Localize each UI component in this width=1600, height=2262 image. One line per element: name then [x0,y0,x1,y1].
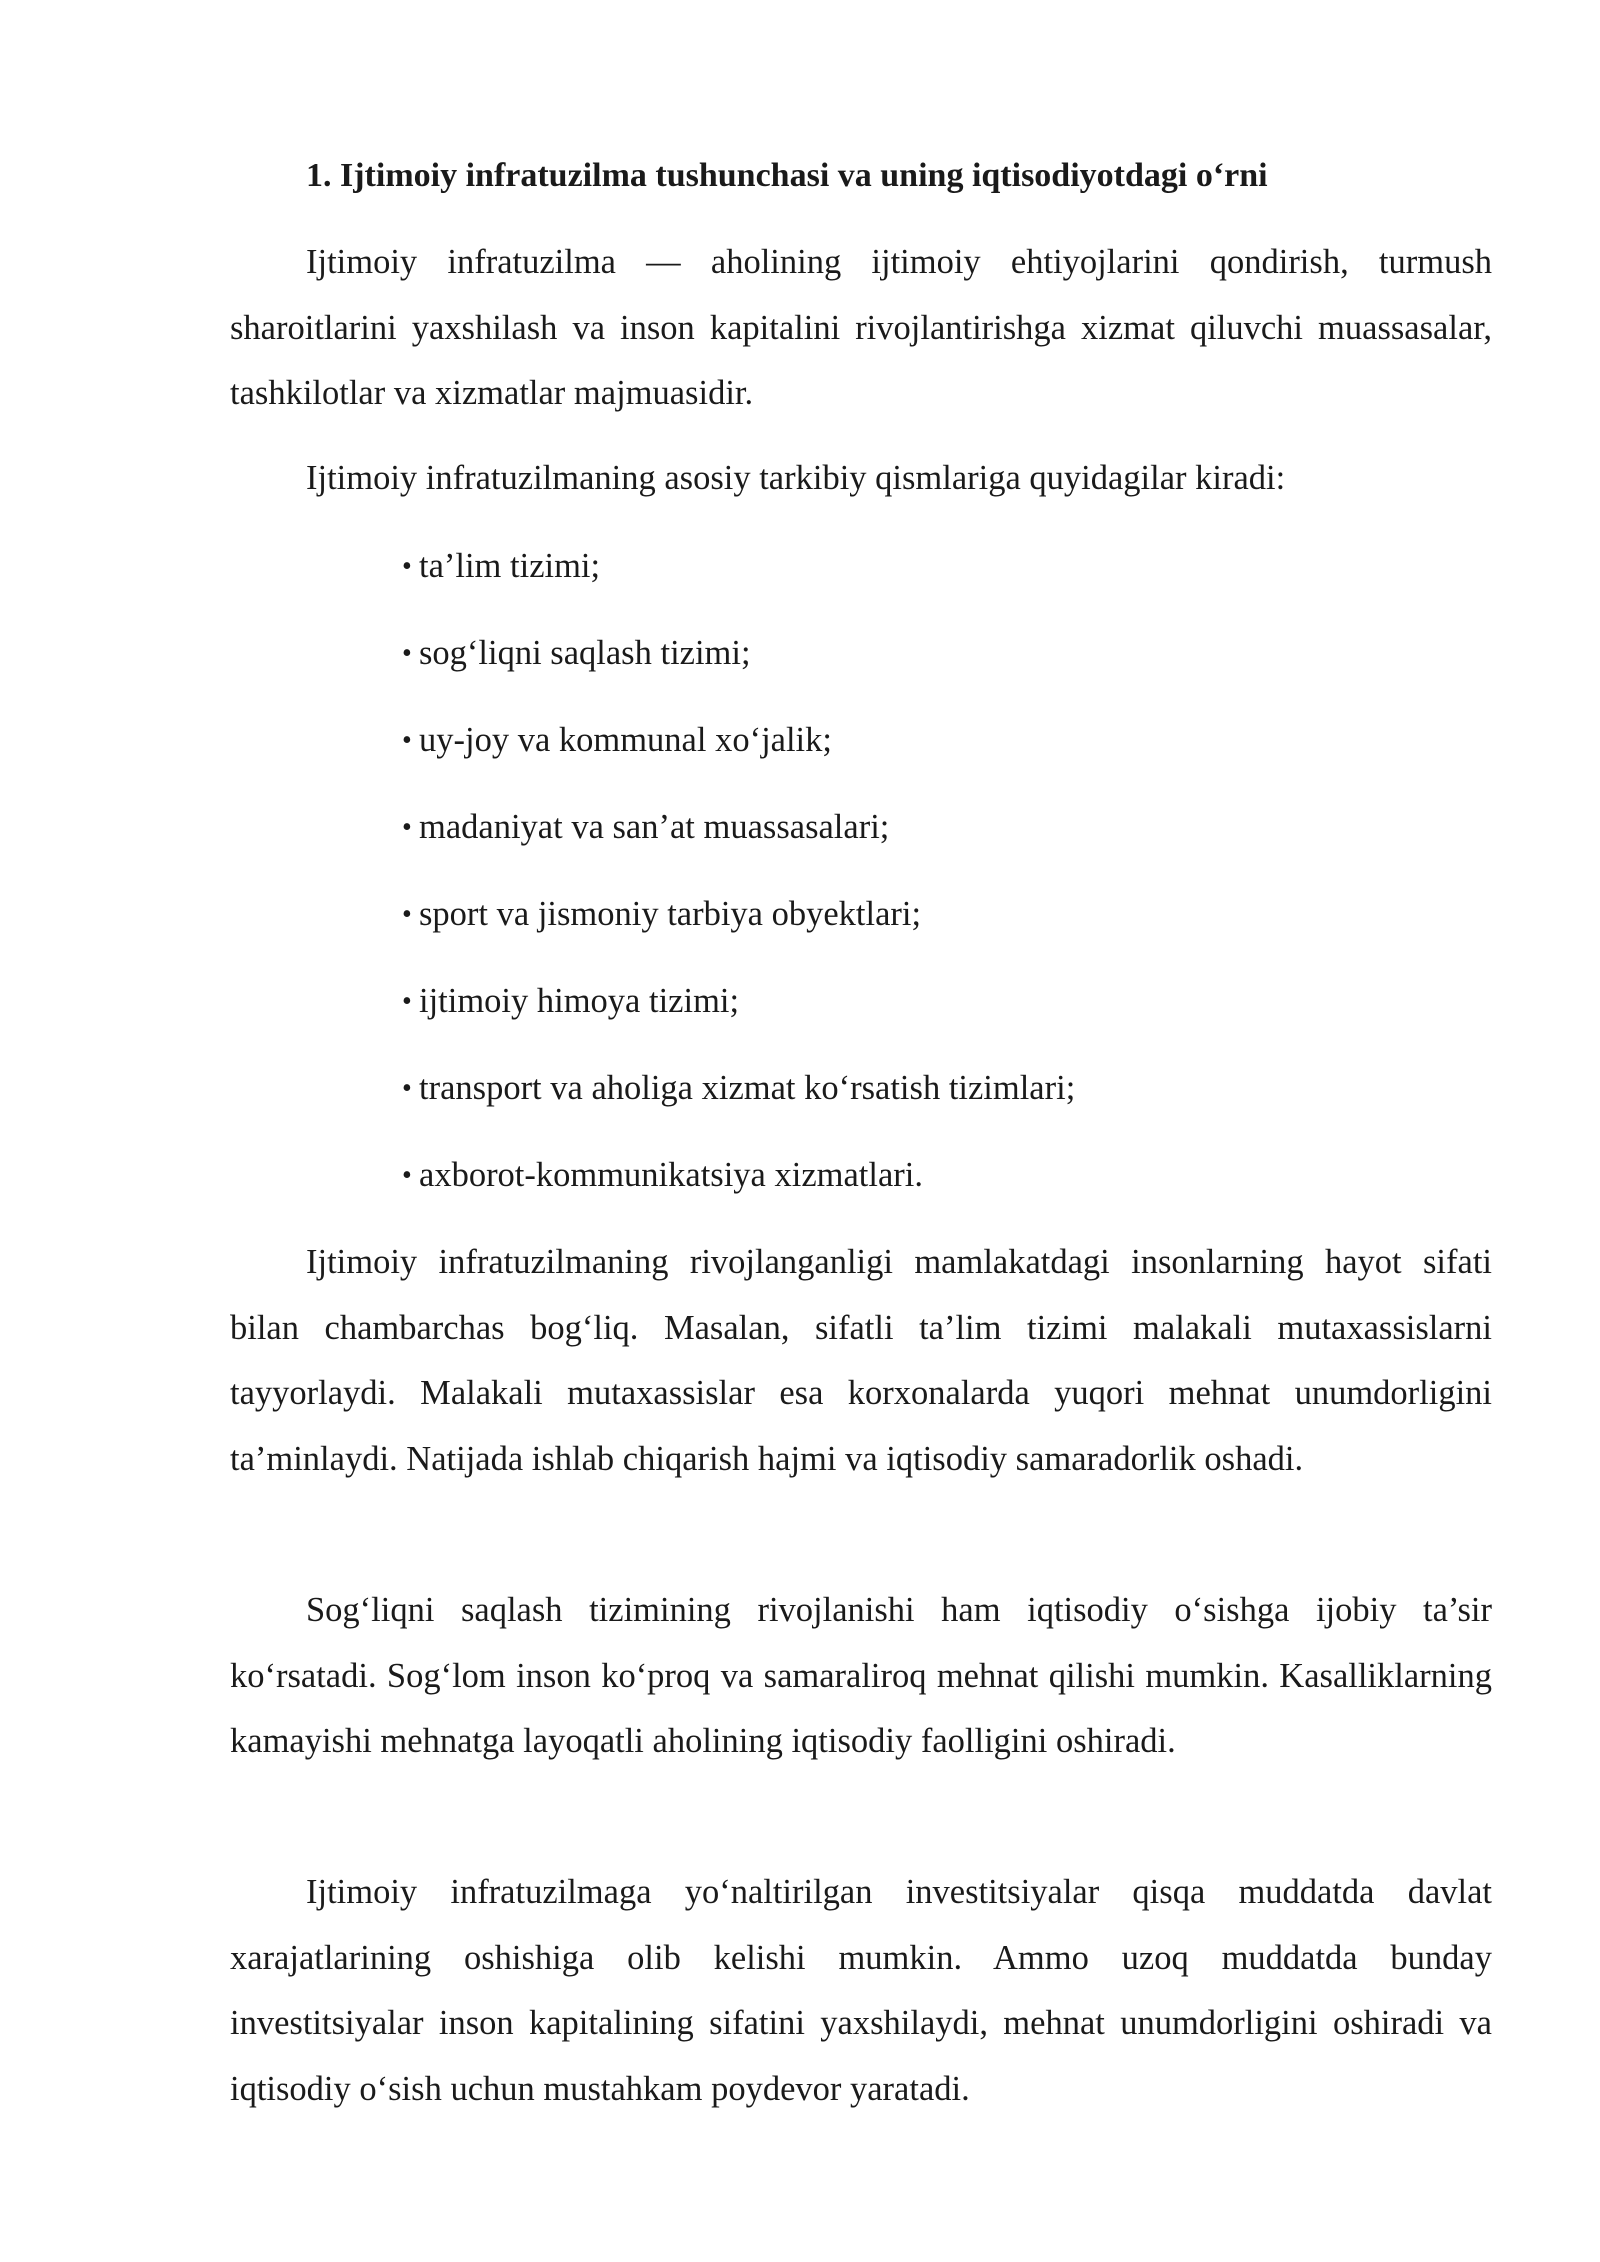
list-item [402,708,1075,795]
components-list [402,534,1075,1230]
list-item [402,534,1075,621]
list-item-text: uy-joy va kommunal xo‘jalik; [419,721,832,759]
components-intro-paragraph: Ijtimoiy infratuzilmaning asosiy tarkibiy qismlariga quyidagilar kiradi: [306,459,1286,497]
bullet-icon: • [402,1160,412,1191]
definition-paragraph: Ijtimoiy infratuzilma — aholining ijtimoiy ehtiyojlarini qondirish, turmush sharoitlarini yaxshilash va inson kapitalini rivojlantirishga xizmat qiluvchi muassasalar, tashkilotlar va xizmatlar majmuasidir. [230,243,1492,412]
list-item-text: madaniyat va san’at muassasalari; [419,808,890,846]
bullet-icon: • [402,551,412,582]
section-heading: 1. Ijtimoiy infratuzilma tushunchasi va uning iqtisodiyotdagi o‘rni [306,157,1268,194]
list-item-text: sport va jismoniy tarbiya obyektlari; [419,895,922,933]
list-item [402,1056,1075,1143]
list-item-text: ta’lim tizimi; [419,547,601,585]
list-item [402,969,1075,1056]
list-item-text: axborot-kommunikatsiya xizmatlari. [419,1156,923,1194]
bullet-icon: • [402,725,412,756]
bullet-icon: • [402,899,412,930]
list-item [402,1143,1075,1230]
healthcare-paragraph: Sog‘liqni saqlash tizimining rivojlanishi ham iqtisodiy o‘sishga ijobiy ta’sir ko‘rsatadi. Sog‘lom inson ko‘proq va samaraliroq mehnat qilishi mumkin. Kasalliklarning kamayishi mehnatga layoqatli aholining iqtisodiy faolligini oshiradi. [230,1591,1492,1760]
investment-paragraph: Ijtimoiy infratuzilmaga yo‘naltirilgan investitsiyalar qisqa muddatda davlat xarajatlarining oshishiga olib kelishi mumkin. Ammo uzoq muddatda bunday investitsiyalar inson kapitalining sifatini yaxshilaydi, mehnat unumdorligini oshiradi va iqtisodiy o‘sish uchun mustahkam poydevor yaratadi. [230,1873,1492,2108]
list-item-text: ijtimoiy himoya tizimi; [419,982,740,1020]
bullet-icon: • [402,1073,412,1104]
list-item-text: transport va aholiga xizmat ko‘rsatish tizimlari; [419,1069,1076,1107]
list-item [402,621,1075,708]
bullet-icon: • [402,638,412,669]
list-item [402,795,1075,882]
quality-of-life-paragraph: Ijtimoiy infratuzilmaning rivojlanganligi mamlakatdagi insonlarning hayot sifati bilan chambarchas bog‘liq. Masalan, sifatli ta’lim tizimi malakali mutaxassislarni tayyorlaydi. Malakali mutaxassislar esa korxonalarda yuqori mehnat unumdorligini ta’minlaydi. Natijada ishlab chiqarish hajmi va iqtisodiy samaradorlik oshadi. [230,1243,1492,1478]
list-item [402,882,1075,969]
list-item-text: sog‘liqni saqlash tizimi; [419,634,751,672]
bullet-icon: • [402,812,412,843]
bullet-icon: • [402,986,412,1017]
